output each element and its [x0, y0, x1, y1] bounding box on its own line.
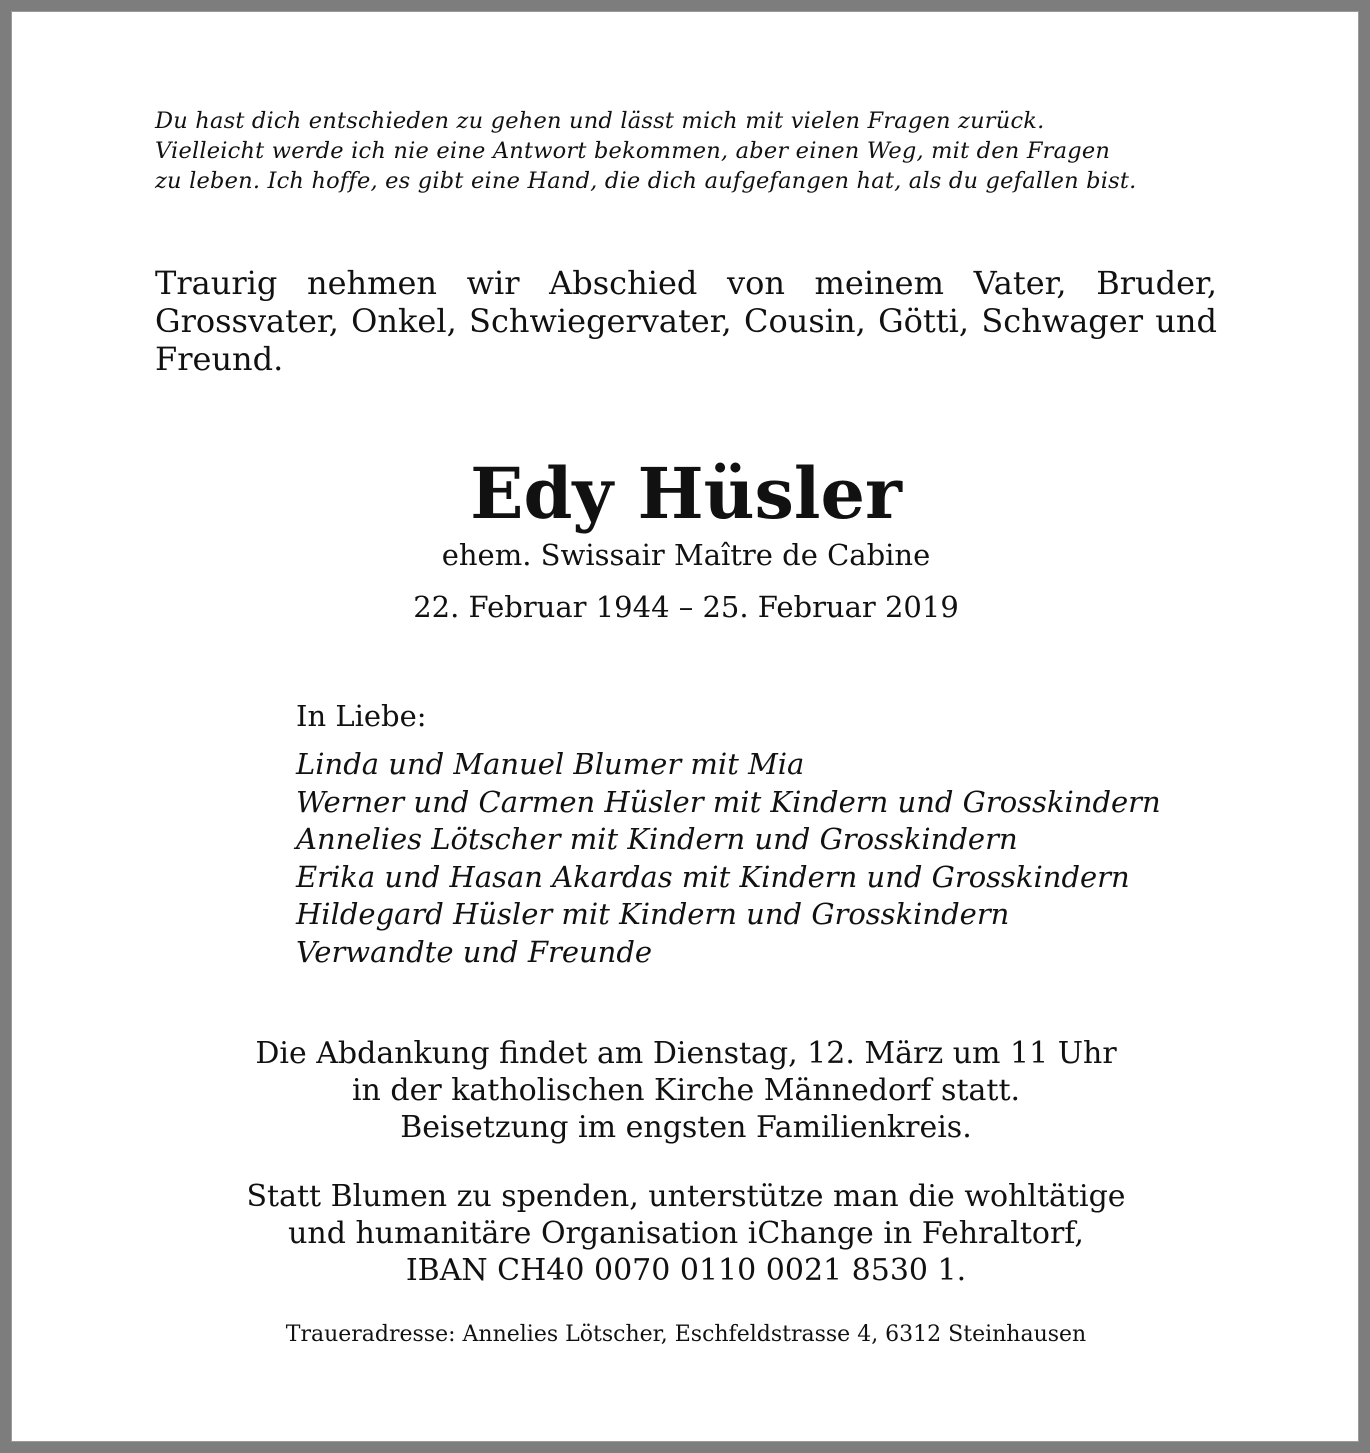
donation-line: Statt Blumen zu spenden, unterstütze man die wohltätige	[246, 1179, 1126, 1214]
mourners-list	[296, 746, 1161, 971]
quote-line: zu leben. Ich hoffe, es gibt eine Hand, die dich aufgefangen hat, als du gefallen bist.	[155, 168, 1137, 194]
mourner-entry: Erika und Hasan Akardas mit Kindern und Grosskindern	[296, 859, 1130, 894]
service-line: in der katholischen Kirche Männedorf statt.	[351, 1073, 1021, 1108]
mourner-entry: Verwandte und Freunde	[296, 934, 653, 969]
donation-line: und humanitäre Organisation iChange in Fehraltorf,	[288, 1216, 1084, 1251]
deceased-occupation: ehem. Swissair Maître de Cabine	[441, 538, 931, 572]
donation-info	[12, 1178, 1360, 1289]
obituary-page	[11, 11, 1359, 1442]
life-dates: 22. Februar 1944 – 25. Februar 2019	[413, 590, 959, 624]
mourner-entry: Linda und Manuel Blumer mit Mia	[296, 747, 805, 781]
quote-line: Vielleicht werde ich nie eine Antwort bekommen, aber einen Weg, mit den Fragen	[155, 138, 1111, 164]
farewell-intro: Traurig nehmen wir Abschied von meinem Vater, Bruder, Grossvater, Onkel, Schwiegervater, Cousin, Götti, Schwager und Freund.	[155, 264, 1217, 378]
service-line: Die Abdankung findet am Dienstag, 12. März um 11 Uhr	[255, 1036, 1117, 1071]
funeral-service-info	[12, 1035, 1360, 1146]
mourner-entry: Hildegard Hüsler mit Kindern und Grosskindern	[296, 897, 1010, 931]
service-line: Beisetzung im engsten Familienkreis.	[400, 1110, 972, 1145]
mourning-address: Traueradresse: Annelies Lötscher, Eschfeldstrasse 4, 6312 Steinhausen	[285, 1322, 1087, 1347]
mourner-entry: Werner und Carmen Hüsler mit Kindern und Grosskindern	[296, 784, 1161, 819]
mourner-entry: Annelies Lötscher mit Kindern und Grosskindern	[296, 822, 1018, 856]
deceased-name: Edy Hüsler	[470, 452, 902, 535]
quote-line: Du hast dich entschieden zu gehen und lässt mich mit vielen Fragen zurück.	[155, 108, 1045, 134]
donation-line: IBAN CH40 0070 0110 0021 8530 1.	[405, 1253, 967, 1288]
mourners-label: In Liebe:	[296, 699, 427, 733]
quote-block	[155, 106, 1225, 196]
